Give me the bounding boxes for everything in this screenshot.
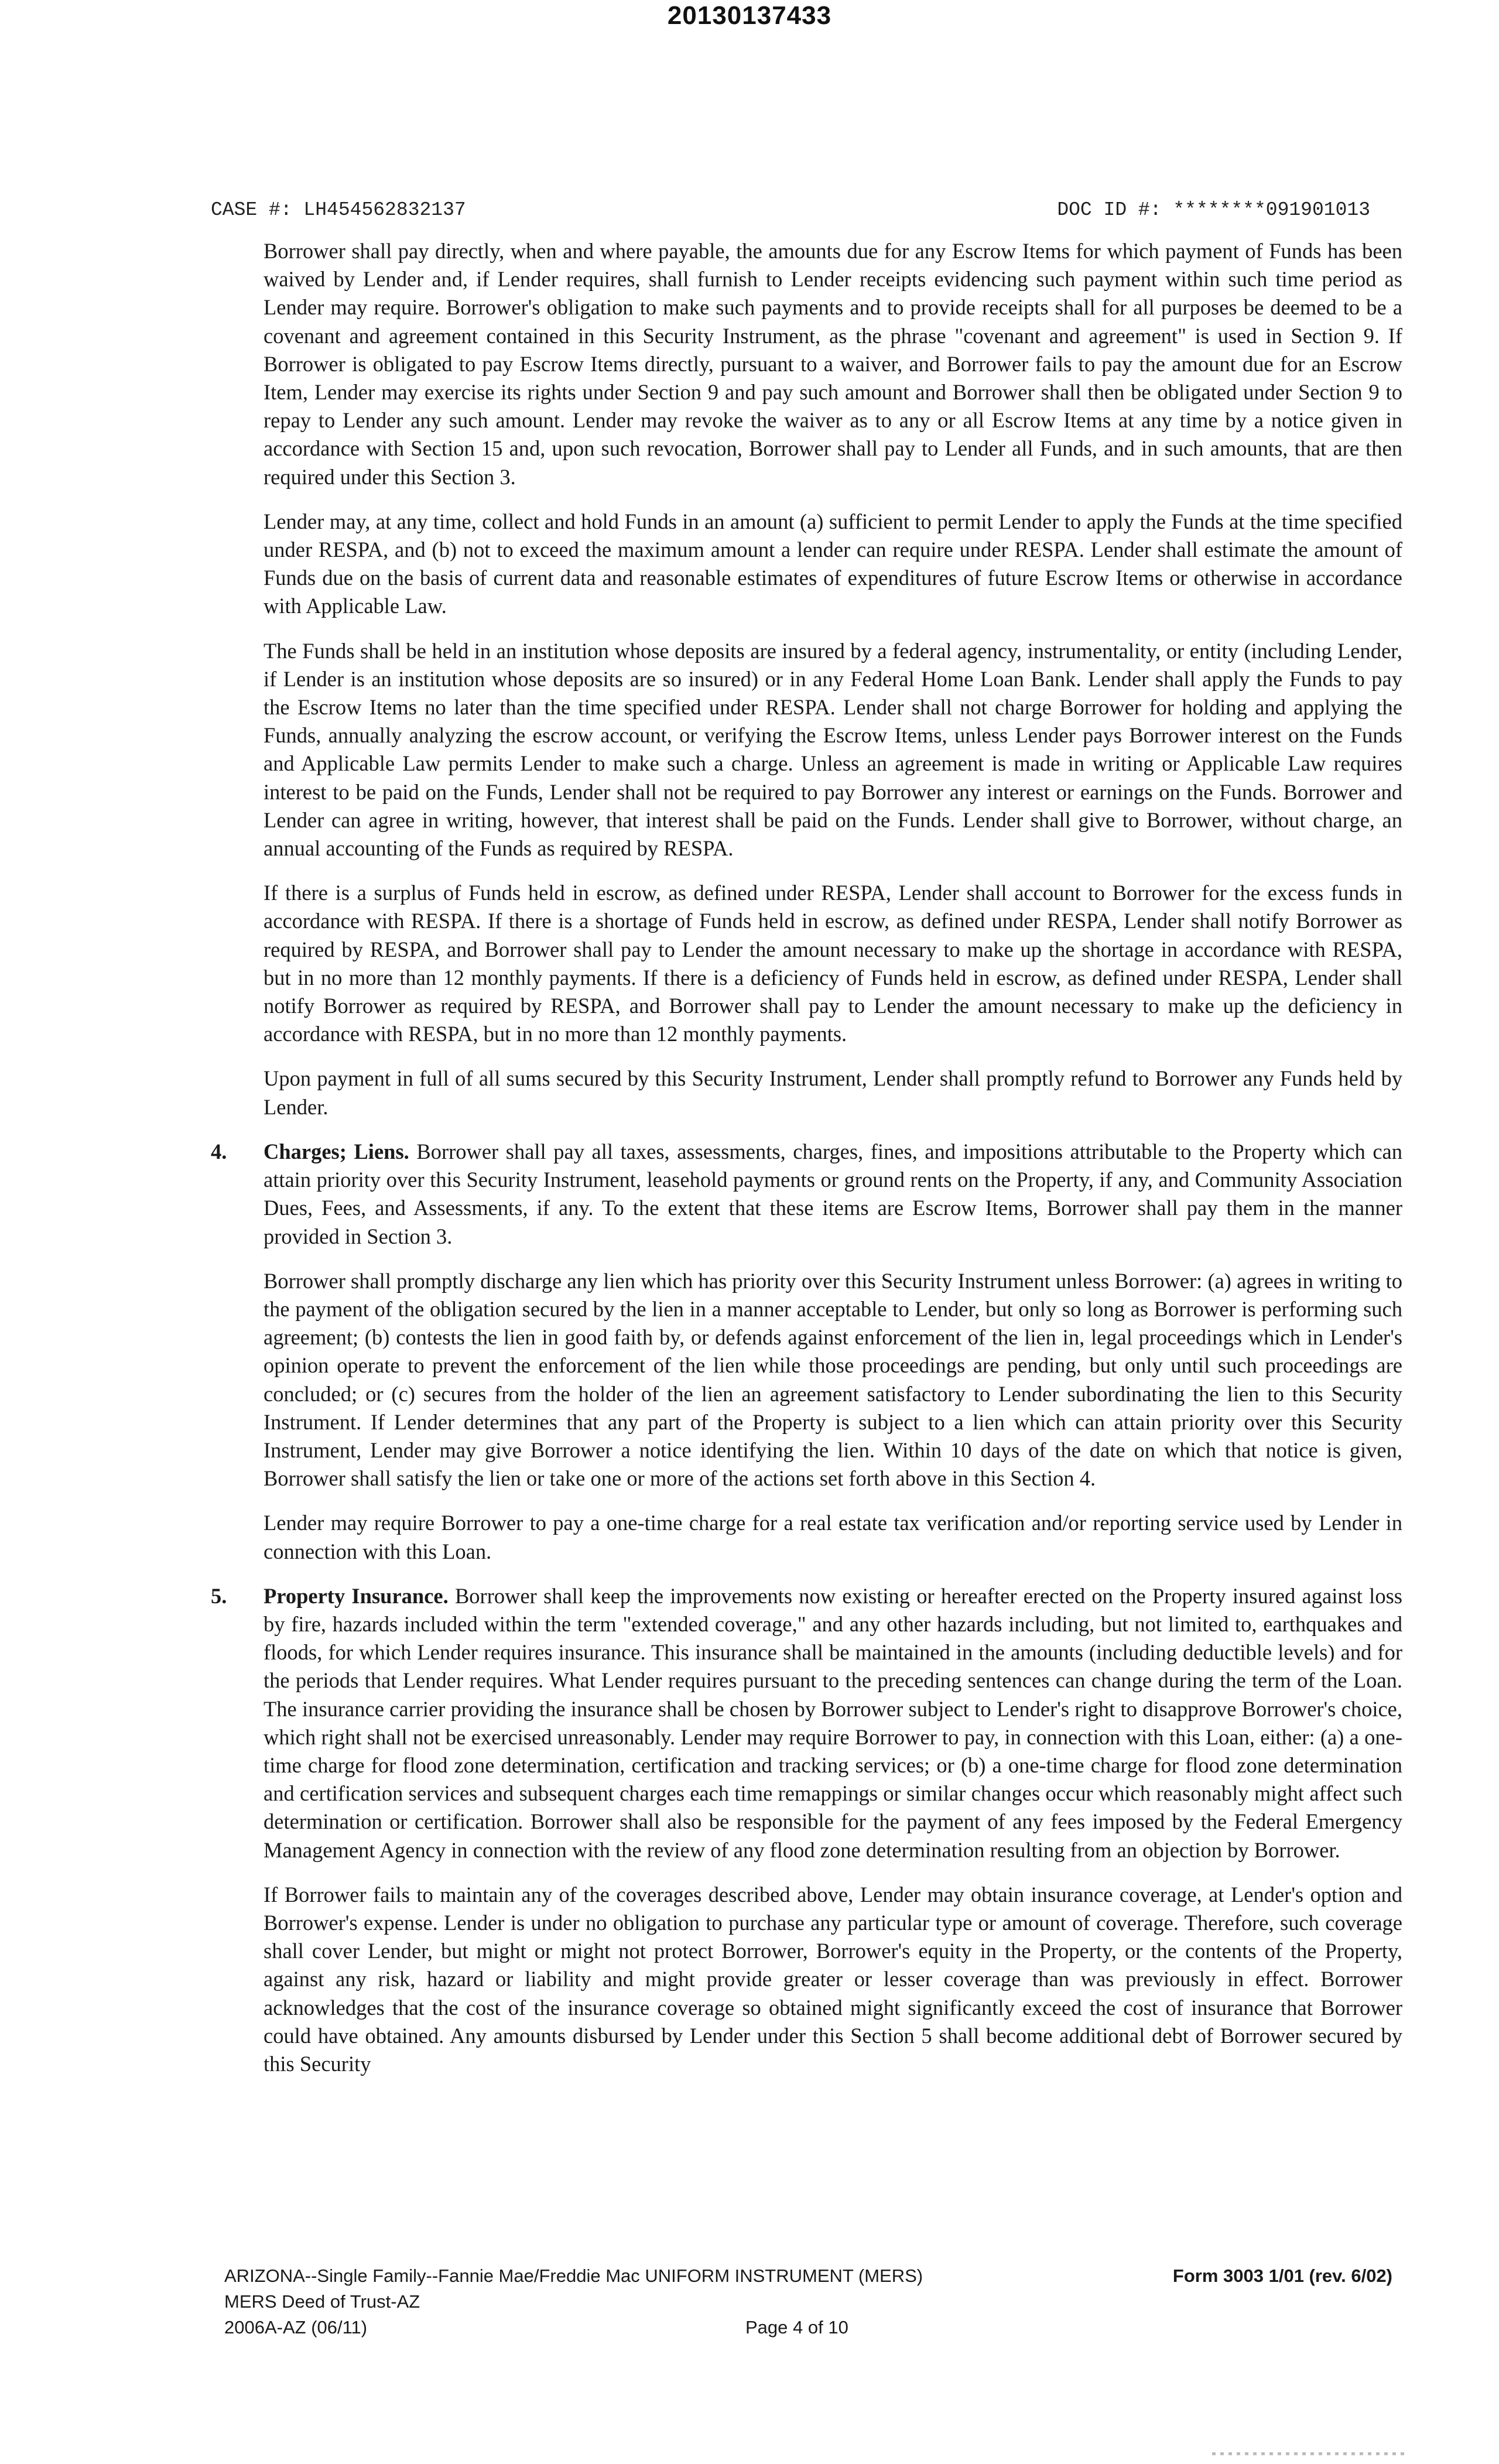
paragraph-funds-institution: The Funds shall be held in an institution whose deposits are insured by a federal agency, instrumentality, or entity (including Lender, if Lender is an institution whose deposits are so insured) or in any Federal Home Loan Bank. Lender shall apply the Funds to pay the Escrow Items no later than the time specified under RESPA. Lender shall not charge Borrower for holding and applying the Funds, annually analyzing the escrow account, or verifying the Escrow Items, unless Lender pays Borrower interest on the Funds and Applicable Law permits Lender to make such a charge. Unless an agreement is made in writing or Applicable Law requires interest to be paid on the Funds, Lender shall not be required to pay Borrower any interest or earnings on the Funds. Borrower and Lender can agree in writing, however, that interest shall be paid on the Funds. Lender shall give to Borrower, without charge, an annual accounting of the Funds as required by RESPA. xyxy=(263,638,1402,861)
doc-id: DOC ID #: ********091901013 xyxy=(1057,199,1370,221)
paragraph-lien-discharge: Borrower shall promptly discharge any lien which has priority over this Security Instrument unless Borrower: (a) agrees in writing to the payment of the obligation secured by the lien in a manner acceptable to Lender, but only so long as Borrower is performing such agreement; (b) contests the lien in good faith by, or defends against enforcement of the lien in, legal proceedings which in Lender's opinion operate to prevent the enforcement of the lien while those proceedings are pending, but only until such proceedings are concluded; or (c) secures from the holder of the lien an agreement satisfactory to Lender subordinating the lien to this Security Instrument. If Lender determines that any part of the Property is subject to a lien which can attain priority over this Security Instrument, Lender may give Borrower a notice identifying the lien. Within 10 days of the date on which that notice is given, Borrower shall satisfy the lien or take one or more of the actions set forth above in this Section 4. xyxy=(263,1268,1402,1491)
paragraph-funds-collection: Lender may, at any time, collect and hold Funds in an amount (a) sufficient to permit Lender to apply the Funds at the time specified under RESPA, and (b) not to exceed the maximum amount a lender can require under RESPA. Lender shall estimate the amount of Funds due on the basis of current data and reasonable estimates of expenditures of future Escrow Items or otherwise in accordance with Applicable Law. xyxy=(263,509,1402,618)
section-4-number: 4. xyxy=(211,1139,227,1163)
recording-number: 20130137433 xyxy=(667,1,832,30)
paragraph-refund: Upon payment in full of all sums secured by this Security Instrument, Lender shall promptly refund to Borrower any Funds held by Lender. xyxy=(263,1066,1402,1119)
footer-deed-line: MERS Deed of Trust-AZ xyxy=(224,2291,420,2312)
case-header xyxy=(211,199,1370,221)
footer-uniform-instrument: Fannie Mae/Freddie Mac UNIFORM INSTRUMENT (MERS) xyxy=(438,2265,923,2286)
section-4 xyxy=(211,1138,1403,1251)
paragraph-tax-verification: Lender may require Borrower to pay a one-time charge for a real estate tax verification and/or reporting service used by Lender in connection with this Loan. xyxy=(263,1511,1402,1563)
footer-left-block xyxy=(224,2263,1103,2340)
section-5-heading: Property Insurance. xyxy=(263,1583,449,1608)
section-5 xyxy=(211,1582,1402,1864)
section-5-intro xyxy=(263,1582,1402,1864)
footer-code-line: 2006A-AZ (06/11) xyxy=(224,2317,368,2338)
scan-artifact xyxy=(1212,2452,1405,2455)
footer-form-number: Form 3003 1/01 (rev. 6/02) xyxy=(1172,2265,1392,2286)
paragraph-coverage-failure: If Borrower fails to maintain any of the coverages described above, Lender may obtain insurance coverage, at Lender's option and Borrower's expense. Lender is under no obligation to purchase any particular type or amount of coverage. Therefore, such coverage shall cover Lender, but might or might not protect Borrower, Borrower's equity in the Property, or the contents of the Property, against any risk, hazard or liability and might provide greater or lesser coverage than was previously in effect. Borrower acknowledges that the cost of the insurance coverage so obtained might significantly exceed the cost of insurance that Borrower could have obtained. Any amounts disbursed by Lender under this Section 5 shall become additional debt of Borrower secured by this Security xyxy=(263,1882,1402,2076)
section-4-text: Borrower shall pay all taxes, assessments, charges, fines, and impositions attributable to the Property which can attain priority over this Security Instrument, leasehold payments or ground rents on the Property, if any, and Community Association Dues, Fees, and Assessments, if any. To the extent that these items are Escrow Items, Borrower shall pay them in the manner provided in Section 3. xyxy=(263,1139,1403,1248)
section-5-text: Borrower shall keep the improvements now existing or hereafter erected on the Property insured against loss by fire, hazards included within the term "extended coverage," and any other hazards including, but not limited to, earthquakes and floods, for which Lender requires insurance. This insurance shall be maintained in the amounts (including deductible levels) and for the periods that Lender requires. What Lender requires pursuant to the preceding sentences can change during the term of the Loan. The insurance carrier providing the insurance shall be chosen by Borrower subject to Lender's right to disapprove Borrower's choice, which right shall not be exercised unreasonably. Lender may require Borrower to pay, in connection with this Loan, either: (a) a one-time charge for flood zone determination, certification and tracking services; or (b) a one-time charge for flood zone determination and certification services and subsequent charges each time remappings or similar changes occur which reasonably might affect such determination or certification. Borrower shall also be responsible for the payment of any fees imposed by the Federal Emergency Management Agency in connection with the review of any flood zone determination resulting from an objection by Borrower. xyxy=(263,1583,1402,1862)
case-number: CASE #: LH454562832137 xyxy=(211,199,466,221)
footer-instrument-line: ARIZONA--Single Family--Fannie Mae/Freddie Mac UNIFORM INSTRUMENT (MERS) xyxy=(224,2265,923,2286)
section-4-intro xyxy=(263,1138,1402,1251)
footer-page-number: Page 4 of 10 xyxy=(745,2317,848,2338)
document-body xyxy=(211,237,1403,2078)
paragraph-surplus-shortage: If there is a surplus of Funds held in escrow, as defined under RESPA, Lender shall account to Borrower for the excess funds in accordance with RESPA. If there is a shortage of Funds held in escrow, as defined under RESPA, Lender shall notify Borrower as required by RESPA, and Borrower shall pay to Lender the amount necessary to make up the shortage in accordance with RESPA, but in no more than 12 monthly payments. If there is a deficiency of Funds held in escrow, as defined under RESPA, Lender shall notify Borrower as required by RESPA, and Borrower shall pay to Lender the amount necessary to make up the deficiency in accordance with RESPA, but in no more than 12 monthly payments. xyxy=(263,881,1402,1046)
section-4-heading: Charges; Liens. xyxy=(263,1139,409,1163)
paragraph-escrow-direct-payment: Borrower shall pay directly, when and where payable, the amounts due for any Escrow Items for which payment of Funds has been waived by Lender and, if Lender requires, shall furnish to Lender receipts evidencing such payment within such time period as Lender may require. Borrower's obligation to make such payments and to provide receipts shall for all purposes be deemed to be a covenant and agreement contained in this Security Instrument, as the phrase "covenant and agreement" is used in Section 9. If Borrower is obligated to pay Escrow Items directly, pursuant to a waiver, and Borrower fails to pay the amount due for an Escrow Item, Lender may exercise its rights under Section 9 and pay such amount and Borrower shall then be obligated under Section 9 to repay to Lender any such amount. Lender may revoke the waiver as to any or all Escrow Items at any time by a notice given in accordance with Section 15 and, upon such revocation, Borrower shall pay to Lender all Funds, and in such amounts, that are then required under this Section 3. xyxy=(263,239,1402,489)
section-5-number: 5. xyxy=(211,1583,227,1608)
